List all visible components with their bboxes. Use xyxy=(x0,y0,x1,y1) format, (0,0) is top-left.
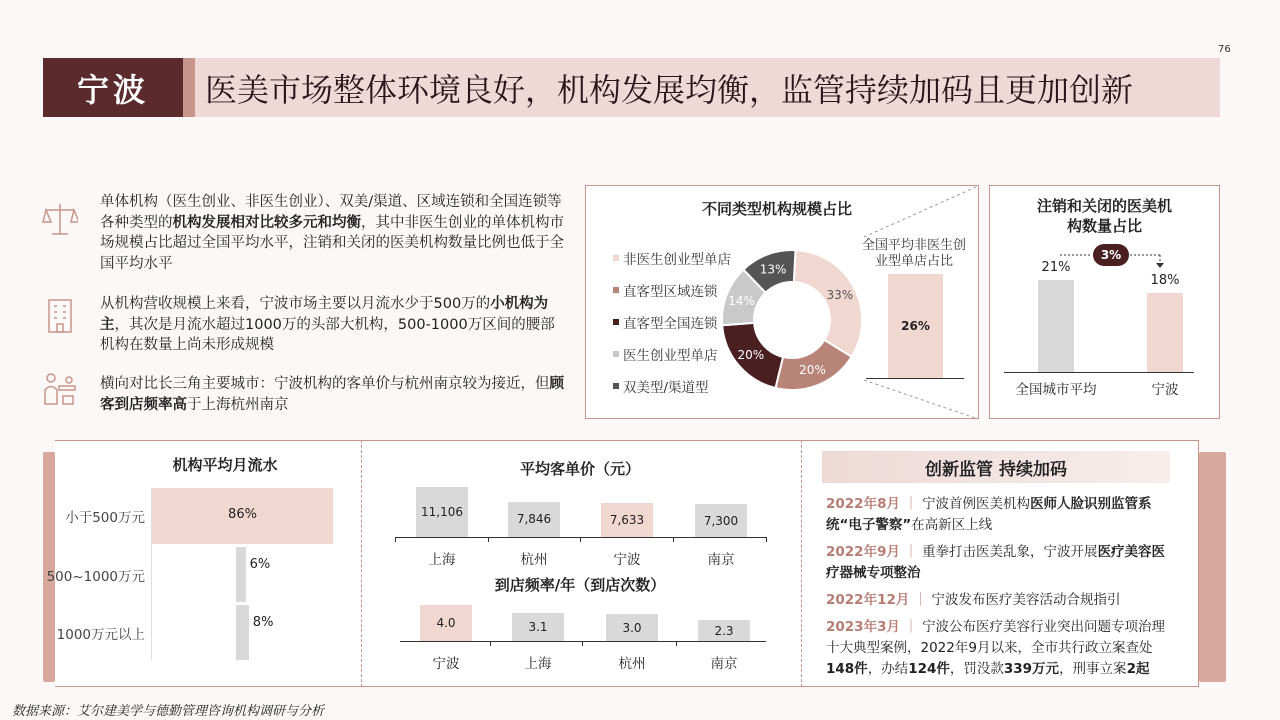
regulation-text-segment: 医疗美容医疗器械专项整治 xyxy=(826,544,1166,581)
regulation-panel-right-accent xyxy=(1199,452,1226,682)
legend-label: 双美型/渠道型 xyxy=(623,380,709,396)
price-bar-value: 7,633 xyxy=(609,512,645,527)
frequency-bar xyxy=(420,605,472,641)
page-number: 76 xyxy=(1218,44,1231,55)
donut-slice-label: 13% xyxy=(759,262,787,277)
monthly-row-label: 小于500万元 xyxy=(65,510,145,526)
donut-legend-item xyxy=(613,370,731,402)
bullet-text-segment: 单体机构（医生创业、非医生创业）、双美/渠道、区域连锁和全国连锁等各种类型的 xyxy=(100,194,562,231)
monthly-panel xyxy=(55,440,361,687)
bullet-text-segment: 顾客到店频率高 xyxy=(100,376,564,413)
bullet-text-segment: 横向对比长三角主要城市：宁波机构的客单价与杭州南京较为接近，但 xyxy=(100,376,550,392)
closure-baseline xyxy=(1004,372,1194,373)
monthly-bar-value: 8% xyxy=(252,614,274,630)
frequency-city-label: 上海 xyxy=(524,656,552,672)
donut-chart xyxy=(720,248,864,392)
regulation-text-segment: 宁波发布医疗美容活动合规指引 xyxy=(931,592,1121,608)
monthly-bar xyxy=(236,547,246,602)
regulation-separator: ｜ xyxy=(899,496,923,512)
monthly-title: 机构平均月流水 xyxy=(172,456,278,474)
closure-bar xyxy=(1038,280,1074,372)
donut-slice xyxy=(794,250,862,357)
price-baseline xyxy=(395,537,767,538)
donut-legend xyxy=(613,242,731,402)
closure-bar-value: 18% xyxy=(1150,272,1180,288)
price-bar-value: 7,300 xyxy=(703,513,739,528)
regulation-text-segment: 重拳打击医美乱象，宁波开展 xyxy=(922,544,1098,560)
frequency-bar-value: 2.3 xyxy=(714,623,734,638)
regulation-item xyxy=(826,617,1176,680)
frequency-bar-value: 3.1 xyxy=(528,620,548,635)
monthly-bar xyxy=(236,605,249,660)
bullet-text-segment: 机构发展相对比较多元和均衡 xyxy=(172,214,361,231)
legend-swatch xyxy=(613,383,619,389)
regulation-date: 2022年9月 xyxy=(826,544,900,560)
closure-bar-value: 21% xyxy=(1041,259,1071,275)
donut-slice-label: 20% xyxy=(737,347,765,362)
regulation-text-segment: 在高新区上线 xyxy=(911,517,993,533)
building-icon xyxy=(42,296,78,340)
regulation-text-segment: 339万元 xyxy=(1003,661,1060,677)
frequency-city-label: 南京 xyxy=(710,656,738,672)
legend-swatch xyxy=(613,255,619,261)
bullet-3 xyxy=(100,374,565,415)
legend-swatch xyxy=(613,287,619,293)
regulation-item xyxy=(826,494,1176,536)
bullet-text-segment: 小机构为主 xyxy=(100,296,549,333)
frequency-bar xyxy=(606,614,658,641)
legend-swatch xyxy=(613,319,619,325)
donut-legend-item xyxy=(613,242,731,274)
closure-title: 注销和关闭的医美机构数量占比 xyxy=(1036,197,1172,235)
regulation-text-segment: 宁波首例医美机构 xyxy=(922,496,1031,512)
frequency-baseline xyxy=(400,641,766,642)
donut-legend-item xyxy=(613,274,731,306)
bullet-1 xyxy=(100,192,565,274)
frequency-bar xyxy=(512,613,564,641)
national-average-value: 26% xyxy=(901,319,930,333)
bullet-2 xyxy=(100,294,565,356)
monthly-bar-value: 86% xyxy=(228,507,257,522)
legend-swatch xyxy=(613,351,619,357)
donut-legend-item xyxy=(613,338,731,370)
city-title: 宁波 xyxy=(43,58,183,117)
price-bar xyxy=(416,487,468,537)
price-city-label: 宁波 xyxy=(613,552,641,568)
price-title: 平均客单价（元） xyxy=(519,460,640,478)
monthly-row-label: 500~1000万元 xyxy=(46,568,145,585)
regulation-item xyxy=(826,590,1176,611)
regulation-separator: ｜ xyxy=(899,619,923,635)
frequency-city-label: 杭州 xyxy=(618,656,646,672)
frequency-bar-value: 4.0 xyxy=(436,616,456,630)
price-bar xyxy=(508,502,560,537)
price-city-label: 南京 xyxy=(707,552,735,568)
bullet-text-segment: 从机构营收规模上来看，宁波市场主要以月流水少于500万的 xyxy=(100,296,491,312)
frequency-city-label: 宁波 xyxy=(432,656,460,672)
legend-label: 医生创业型单店 xyxy=(623,348,718,364)
price-city-label: 上海 xyxy=(428,552,456,568)
balance-scale-icon xyxy=(42,200,78,244)
monthly-bar-value: 6% xyxy=(249,556,271,572)
regulation-list xyxy=(826,494,1176,686)
regulation-date: 2022年12月 xyxy=(826,592,910,608)
monthly-row-label: 1000万元以上 xyxy=(56,626,145,643)
price-bar xyxy=(601,503,653,537)
donut-slice-label: 20% xyxy=(799,362,826,377)
legend-label: 直客型区域连锁 xyxy=(623,284,718,300)
regulation-text-segment: 宁波公布医疗美容行业突出问题专项治理十大典型案例，2022年9月以来，全市共行政立案查处 xyxy=(826,619,1166,656)
donut-legend-item xyxy=(613,306,731,338)
page-title: 医美市场整体环境良好，机构发展均衡，监管持续加码且更加创新 xyxy=(195,58,1220,117)
donut-title: 不同类型机构规模占比 xyxy=(701,200,852,218)
price-bar xyxy=(695,504,747,537)
difference-badge: 3% xyxy=(1093,244,1129,266)
frequency-bar-value: 3.0 xyxy=(622,620,642,635)
data-source-note: 数据来源：艾尔建美学与德勤管理咨询机构调研与分析 xyxy=(12,704,325,719)
price-bar-value: 11,106 xyxy=(421,505,463,519)
national-average-label: 全国平均非医生创业型单店占比 xyxy=(861,238,966,269)
legend-label: 直客型全国连锁 xyxy=(623,316,718,332)
closure-bar xyxy=(1147,293,1183,372)
regulation-date: 2022年8月 xyxy=(826,496,900,512)
price-city-label: 杭州 xyxy=(520,552,548,568)
regulation-title: 创新监管 持续加码 xyxy=(822,451,1170,483)
closure-bar-label: 全国城市平均 xyxy=(1015,382,1097,398)
closure-bar-label: 宁波 xyxy=(1151,382,1179,398)
regulation-text-segment: 124件 xyxy=(908,661,950,677)
regulation-separator: ｜ xyxy=(909,592,932,608)
price-bar-value: 7,846 xyxy=(516,512,552,527)
frequency-title: 到店频率/年（到店次数） xyxy=(494,576,666,594)
regulation-text-segment: ，罚没款 xyxy=(949,661,1004,677)
regulation-text-segment: ，刑事立案 xyxy=(1059,661,1127,677)
bullet-text-segment: 于上海杭州南京 xyxy=(187,396,289,413)
zoom-connector-lines xyxy=(860,185,980,420)
bullet-text-segment: ，其次是月流水超过1000万的头部大机构，500-1000万区间的腰部机构在数量上尚未形成规模 xyxy=(100,316,555,353)
regulation-separator: ｜ xyxy=(899,544,923,560)
legend-label: 非医生创业型单店 xyxy=(623,252,731,268)
regulation-item xyxy=(826,542,1176,584)
donut-slice-label: 14% xyxy=(728,293,755,308)
header-accent-strip xyxy=(183,58,195,117)
customer-service-icon xyxy=(42,370,78,414)
donut-slice-label: 33% xyxy=(826,287,854,302)
regulation-text-segment: 2起 xyxy=(1126,661,1150,677)
regulation-text-segment: 148件 xyxy=(826,661,868,677)
regulation-date: 2023年3月 xyxy=(826,619,900,635)
regulation-text-segment: ，办结 xyxy=(867,661,909,677)
bullet-text-segment: ，其中非医生创业的单体机构市场规模占比超过全国平均水平，注销和关闭的医美机构数量比例也低于全国平均水平 xyxy=(100,214,564,272)
regulation-text-segment: 医师人脸识别监管系统“电子警察” xyxy=(826,496,1152,533)
frequency-bar xyxy=(698,620,750,641)
